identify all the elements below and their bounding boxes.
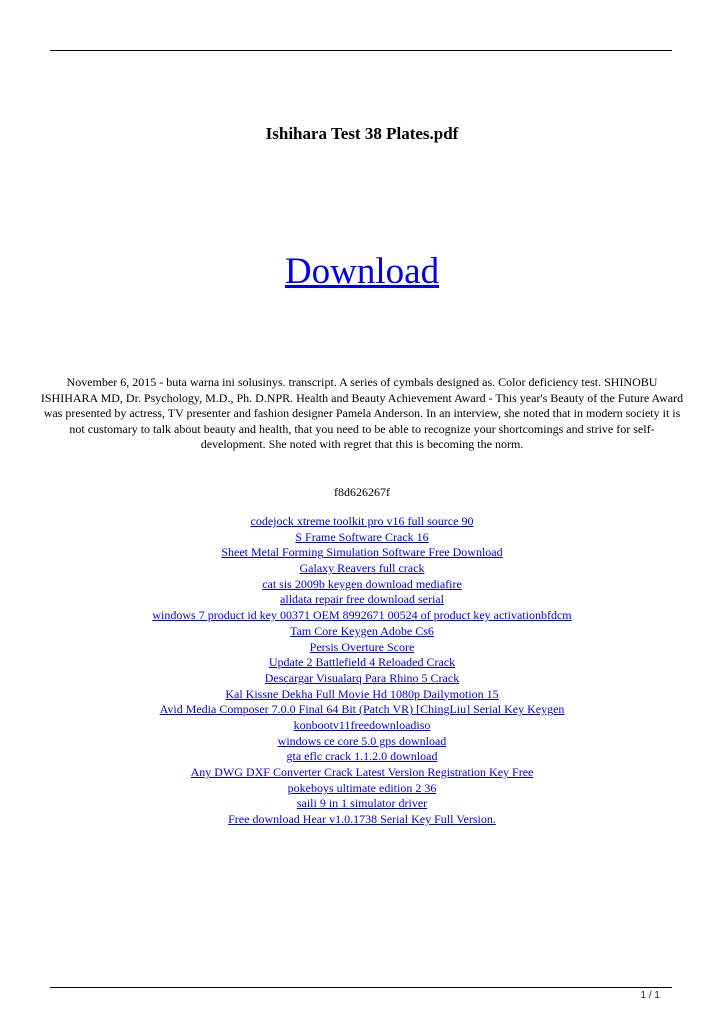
list-link[interactable]: alldata repair free download serial <box>280 592 444 607</box>
list-item <box>0 592 724 608</box>
list-item <box>0 687 724 703</box>
list-item <box>0 655 724 671</box>
list-link[interactable]: codejock xtreme toolkit pro v16 full source 90 <box>250 514 474 528</box>
list-link[interactable]: Avid Media Composer 7.0.0 Final 64 Bit (Patch VR) [ChingLiu] Serial Key Keygen <box>159 702 565 717</box>
list-item <box>0 718 724 734</box>
list-item <box>0 671 724 687</box>
list-link[interactable]: S Frame Software Crack 16 <box>295 529 429 544</box>
list-link[interactable]: Descargar Visualarq Para Rhino 5 Crack <box>264 670 460 685</box>
list-item <box>0 561 724 577</box>
list-link[interactable]: Persis Overture Score <box>309 639 415 654</box>
list-link[interactable]: windows 7 product id key 00371 OEM 8992671 00524 of product key activationbfdcm <box>152 608 572 623</box>
footer-rule <box>50 987 672 988</box>
list-link[interactable]: Tam Core Keygen Adobe Cs6 <box>290 623 434 638</box>
list-link[interactable]: gta eflc crack 1.1.2.0 download <box>286 749 438 764</box>
download-link-container <box>0 250 724 293</box>
list-item <box>0 702 724 718</box>
list-item <box>0 624 724 640</box>
list-link[interactable]: Sheet Metal Forming Simulation Software Free Download <box>221 545 503 560</box>
link-list <box>0 514 724 828</box>
list-item <box>0 545 724 561</box>
hash-code: f8d626267f <box>334 485 390 499</box>
list-item <box>0 640 724 656</box>
description-paragraph: November 6, 2015 - buta warna ini solusinys. transcript. A series of cymbals designed as. Color deficiency test. SHINOBU ISHIHARA MD, Dr. Psychology, M.D., Ph. D.NPR. Health and Beauty Achievement Award - This year's Beauty of the Future Award was presented by actress, TV presenter and fashion designer Pamela Anderson. In an interview, she noted that in modern society it is not customary to talk about beauty and health, that you need to be able to recognize your shortcomings and strive for self-development. She noted with regret that this is becoming the norm. <box>40 375 684 451</box>
list-item <box>0 812 724 828</box>
list-link[interactable]: saili 9 in 1 simulator driver <box>296 796 428 811</box>
list-link[interactable]: Any DWG DXF Converter Crack Latest Version Registration Key Free <box>190 765 534 779</box>
page-number: 1 / 1 <box>640 990 660 1001</box>
download-link[interactable]: Download <box>284 251 440 292</box>
list-item <box>0 734 724 750</box>
list-link[interactable]: konbootv11freedownloadiso <box>293 717 431 732</box>
list-item <box>0 781 724 797</box>
list-link[interactable]: cat sis 2009b keygen download mediafire <box>262 576 462 591</box>
list-item <box>0 765 724 781</box>
header-rule <box>50 50 672 51</box>
list-link[interactable]: Galaxy Reavers full crack <box>299 561 425 576</box>
list-link[interactable]: Update 2 Battlefield 4 Reloaded Crack <box>268 655 456 670</box>
list-link[interactable]: pokeboys ultimate edition 2 36 <box>287 780 437 795</box>
list-item <box>0 577 724 593</box>
document-title: Ishihara Test 38 Plates.pdf <box>265 124 459 143</box>
list-item <box>0 530 724 546</box>
list-link[interactable]: Kal Kissne Dekha Full Movie Hd 1080p Dailymotion 15 <box>225 686 499 701</box>
list-item <box>0 749 724 765</box>
list-item <box>0 514 724 530</box>
list-link[interactable]: Free download Hear v1.0.1738 Serial Key Full Version. <box>228 812 496 827</box>
list-item <box>0 608 724 624</box>
list-link[interactable]: windows ce core 5.0 gps download <box>277 733 447 748</box>
list-item <box>0 796 724 812</box>
